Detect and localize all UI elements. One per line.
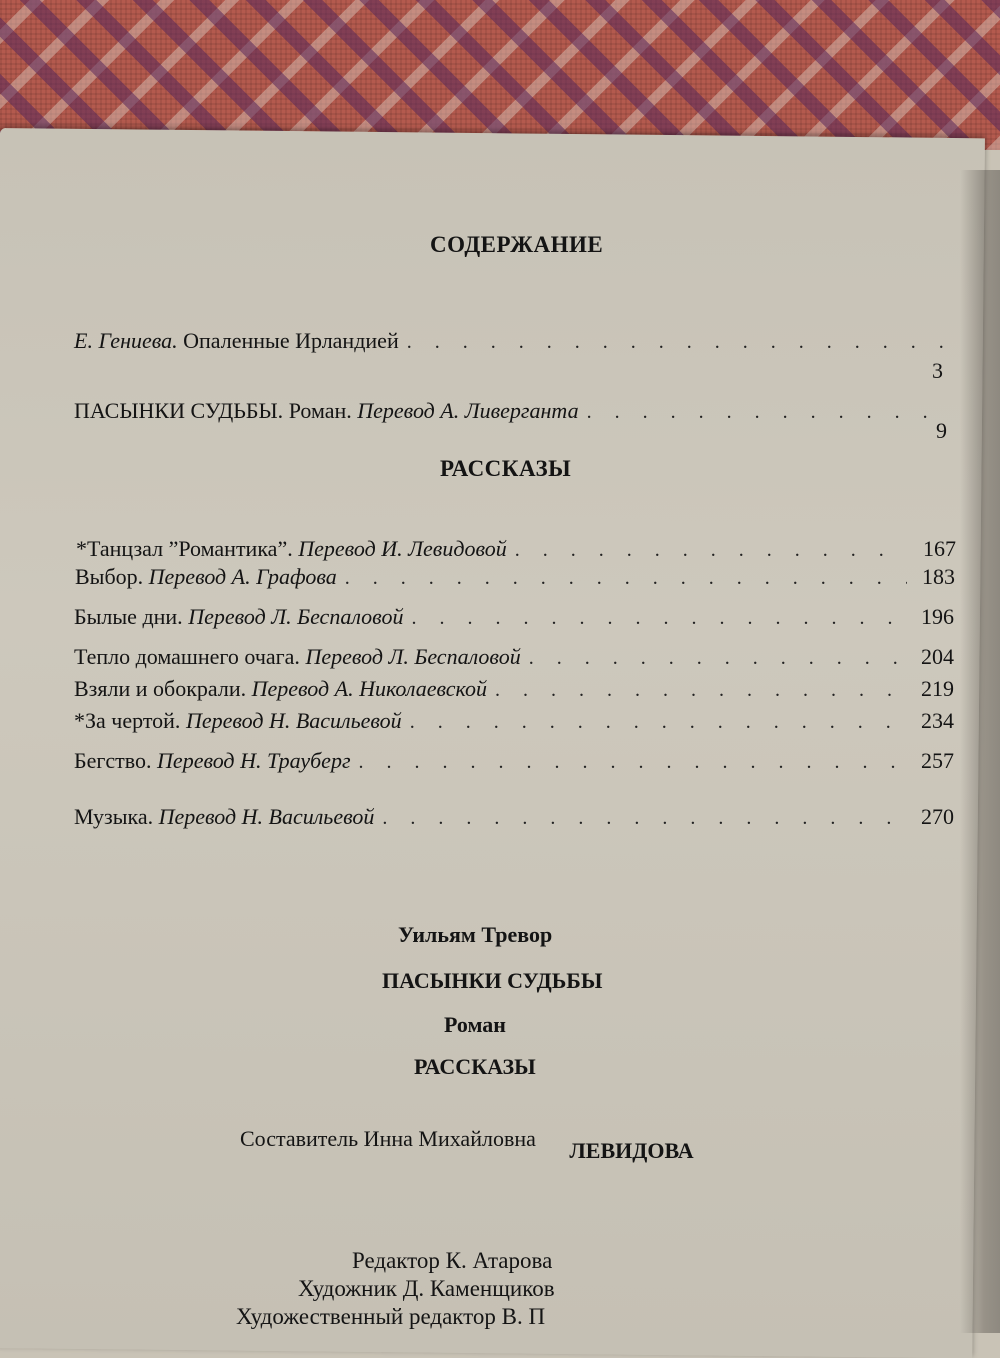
toc-entry-title: Музыка.: [74, 804, 154, 829]
toc-entry-text: [74, 328, 399, 354]
toc-entry-novel: [74, 398, 954, 424]
toc-entry-title: Выбор.: [75, 564, 144, 589]
toc-entry-title: *За чертой.: [74, 708, 181, 733]
leader-dots: [359, 751, 906, 774]
toc-entry-text: [74, 708, 402, 734]
toc-entry-title: Бегство.: [74, 748, 152, 773]
imprint-compiler: [240, 1126, 694, 1163]
toc-entry-translator: Перевод Л. Беспаловой: [305, 644, 521, 669]
toc-entry-story: [74, 644, 954, 670]
leader-dots: [407, 331, 946, 354]
toc-entry-title: Былые дни.: [74, 604, 183, 629]
toc-entry-story: [74, 708, 954, 734]
toc-entry-translator: Перевод Н. Трауберг: [157, 748, 351, 773]
toc-entry-text: [74, 604, 403, 630]
toc-entry-page: 183: [922, 564, 955, 589]
imprint-author: Уильям Тревор: [398, 922, 553, 947]
toc-entry-novel-page: 9: [936, 418, 947, 443]
toc-entry-translator: Перевод А. Ливерганта: [357, 398, 579, 423]
leader-dots: [529, 647, 906, 670]
imprint-compiler-label: Составитель Инна Михайловна: [240, 1126, 536, 1151]
toc-entry-page: 196: [921, 604, 954, 629]
toc-title: СОДЕРЖАНИЕ: [430, 232, 604, 257]
toc-entry-page: 234: [921, 708, 954, 733]
toc-entry-page: 257: [921, 748, 954, 773]
toc-entry-story: [75, 564, 955, 590]
imprint-book-title: ПАСЫНКИ СУДЬБЫ: [382, 968, 603, 993]
toc-entry-page: 219: [921, 676, 954, 701]
toc-entry-translator: Перевод Н. Васильевой: [185, 708, 402, 733]
toc-entry-genre: Роман.: [288, 398, 352, 423]
toc-entry-translator: Перевод Н. Васильевой: [158, 804, 375, 829]
toc-entry-page: 204: [921, 644, 954, 669]
toc-entry-text: [74, 804, 374, 830]
imprint-editor: Редактор К. Атарова: [352, 1248, 553, 1273]
imprint-art-editor: Художественный редактор В. П: [236, 1304, 546, 1329]
toc-entry-title: Опаленные Ирландией: [183, 328, 399, 353]
toc-entry-translator: Перевод Л. Беспаловой: [188, 604, 404, 629]
toc-entry-intro: [74, 328, 954, 354]
toc-entry-intro-page: 3: [932, 358, 943, 383]
leader-dots: [411, 607, 906, 630]
toc-entry-story: [74, 676, 954, 702]
toc-entry-text: [74, 398, 579, 424]
toc-entry-page: 167: [923, 536, 956, 561]
imprint-genre: Роман: [444, 1012, 506, 1037]
leader-dots: [410, 711, 906, 734]
imprint-stories: РАССКАЗЫ: [414, 1054, 536, 1079]
stories-heading: РАССКАЗЫ: [440, 456, 572, 481]
leader-dots: [515, 539, 908, 562]
toc-entry-story: [76, 516, 956, 562]
imprint-artist: Художник Д. Каменщиков: [298, 1276, 555, 1301]
toc-entry-translator: Перевод А. Николаевской: [251, 676, 487, 701]
toc-entry-story: [74, 784, 954, 830]
imprint-compiler-surname: ЛЕВИДОВА: [569, 1138, 694, 1163]
toc-entry-title: *Танцзал ”Романтика”.: [76, 536, 293, 561]
toc-entry-title: ПАСЫНКИ СУДЬБЫ.: [74, 398, 284, 423]
leader-dots: [587, 401, 946, 424]
toc-entry-text: [74, 748, 351, 774]
toc-entry-story: [74, 748, 954, 774]
toc-entry-text: [74, 676, 487, 702]
leader-dots: [382, 807, 906, 830]
toc-entry-title: Взяли и обокрали.: [74, 676, 247, 701]
leader-dots: [345, 567, 907, 590]
toc-entry-text: [76, 536, 507, 562]
toc-entry-story: [74, 604, 954, 630]
toc-entry-author: Е. Гениева.: [74, 328, 178, 353]
toc-entry-text: [75, 564, 337, 590]
toc-entry-title: Тепло домашнего очага.: [74, 644, 300, 669]
leader-dots: [495, 679, 906, 702]
toc-entry-translator: Перевод А. Графова: [148, 564, 337, 589]
toc-entry-page: 270: [921, 804, 954, 829]
toc-entry-translator: Перевод И. Левидовой: [298, 536, 507, 561]
toc-entry-text: [74, 644, 521, 670]
